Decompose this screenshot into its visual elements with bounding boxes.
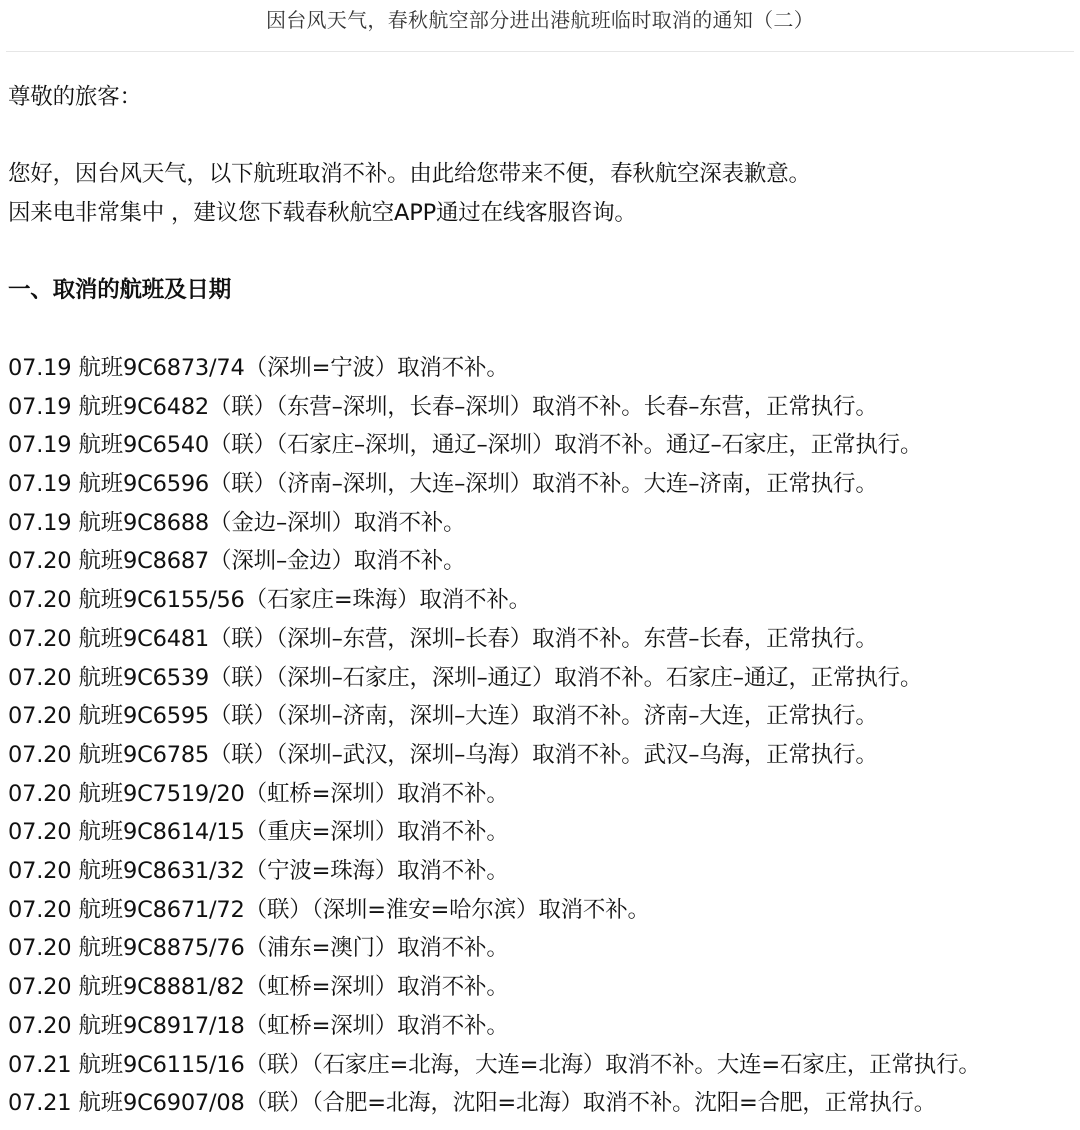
spacer xyxy=(8,233,1076,272)
spacer xyxy=(8,117,1076,156)
flight-item: 07.20 航班9C8671/72（联）（深圳=淮安=哈尔滨）取消不补。 xyxy=(8,896,650,923)
flight-item: 07.20 航班9C8917/18（虹桥=深圳）取消不补。 xyxy=(8,1012,509,1039)
flight-item: 07.19 航班9C6596（联）（济南–深圳，大连–深圳）取消不补。大连–济南，正常执行。 xyxy=(8,470,878,497)
notice-title: 因台风天气，春秋航空部分进出港航班临时取消的通知（二） xyxy=(265,8,815,32)
flight-item: 07.20 航班9C8875/76（浦东=澳门）取消不补。 xyxy=(8,935,509,962)
flight-item: 07.20 航班9C6481（联）（深圳–东营，深圳–长春）取消不补。东营–长春，正常执行。 xyxy=(8,625,878,652)
intro-line: 因来电非常集中 ，建议您下载春秋航空APP通过在线客服咨询。 xyxy=(8,200,637,227)
flight-item: 07.20 航班9C8687（深圳–金边）取消不补。 xyxy=(8,548,466,575)
section-heading: 一、取消的航班及日期 xyxy=(8,277,232,304)
flight-item: 07.19 航班9C6873/74（深圳=宁波）取消不补。 xyxy=(8,354,509,381)
flight-item: 07.20 航班9C8614/15（重庆=深圳）取消不补。 xyxy=(8,819,509,846)
flight-item: 07.20 航班9C8881/82（虹桥=深圳）取消不补。 xyxy=(8,974,509,1001)
greeting: 尊敬的旅客： xyxy=(8,84,142,110)
flight-item: 07.20 航班9C6595（联）（深圳–济南，深圳–大连）取消不补。济南–大连，正常执行。 xyxy=(8,703,878,730)
flight-item: 07.21 航班9C6115/16（联）（石家庄=北海，大连=北海）取消不补。大连=石家庄，正常执行。 xyxy=(8,1051,981,1078)
intro-line: 您好，因台风天气，以下航班取消不补。由此给您带来不便，春秋航空深表歉意。 xyxy=(8,161,811,188)
flight-item: 07.19 航班9C8688（金边–深圳）取消不补。 xyxy=(8,509,466,536)
flight-item: 07.20 航班9C8631/32（宁波=珠海）取消不补。 xyxy=(8,858,509,885)
title-divider xyxy=(6,51,1074,52)
spacer xyxy=(8,310,1076,349)
flight-item: 07.19 航班9C6482（联）（东营–深圳，长春–深圳）取消不补。长春–东营，正常执行。 xyxy=(8,393,878,420)
flight-item: 07.21 航班9C6907/08（联）（合肥=北海，沈阳=北海）取消不补。沈阳=合肥，正常执行。 xyxy=(8,1090,937,1117)
flight-item: 07.20 航班9C6785（联）（深圳–武汉，深圳–乌海）取消不补。武汉–乌海，正常执行。 xyxy=(8,741,878,768)
notice-body xyxy=(8,78,1076,1123)
flight-item: 07.20 航班9C7519/20（虹桥=深圳）取消不补。 xyxy=(8,780,509,807)
flight-item: 07.20 航班9C6539（联）（深圳–石家庄，深圳–通辽）取消不补。石家庄–通辽，正常执行。 xyxy=(8,664,923,691)
flight-list xyxy=(8,349,1076,1123)
flight-item: 07.19 航班9C6540（联）（石家庄–深圳，通辽–深圳）取消不补。通辽–石家庄，正常执行。 xyxy=(8,432,923,459)
flight-item: 07.20 航班9C6155/56（石家庄=珠海）取消不补。 xyxy=(8,587,531,614)
